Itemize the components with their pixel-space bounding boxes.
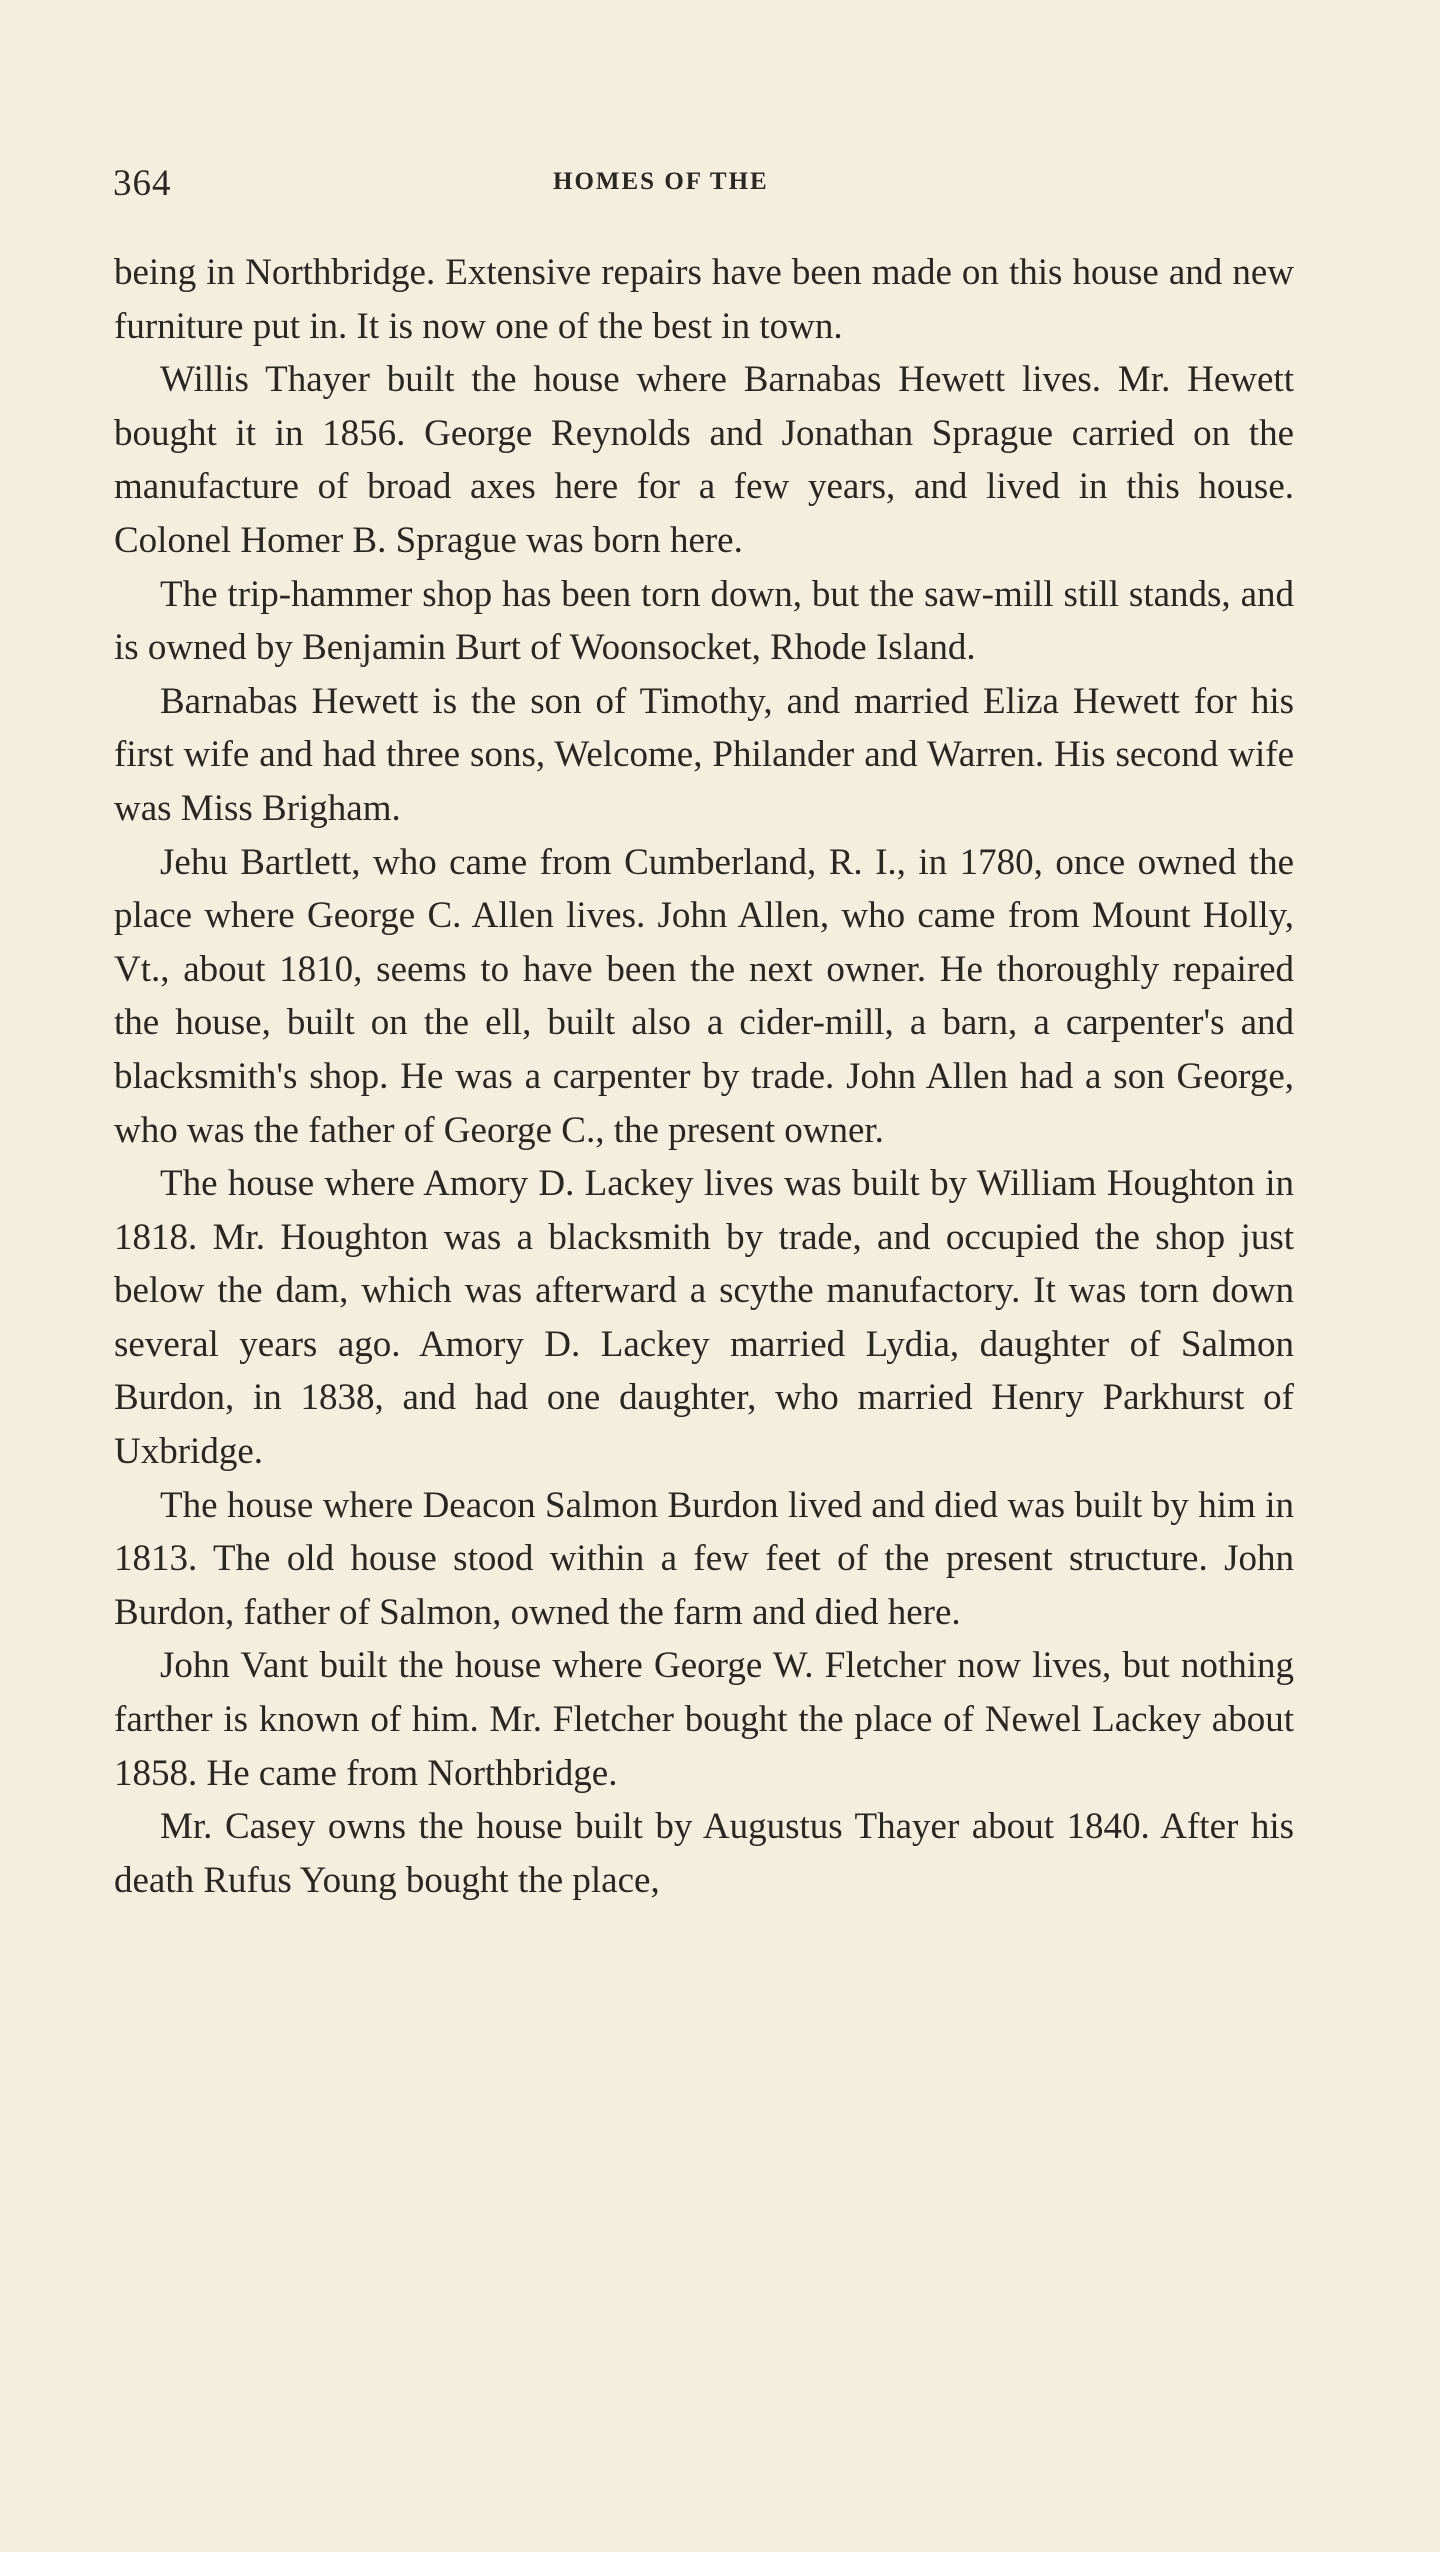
paragraph-1: being in Northbridge. Extensive repairs have been made on this house and new furniture put in. It is now one of the best in town.: [114, 252, 1294, 347]
body-text: [114, 246, 1294, 1907]
running-head: [113, 162, 1303, 202]
page-number: 364: [113, 163, 172, 204]
paragraph-6: The house where Amory D. Lackey lives was built by William Houghton in 1818. Mr. Houghton was a blacksmith by trade, and occupied the shop just below the dam, which was afterward a scythe manufactory. It was torn down several years ago. Amory D. Lackey married Lydia, daughter of Salmon Burdon, in 1838, and had one daughter, who married Henry Parkhurst of Uxbridge.: [114, 1163, 1294, 1473]
paragraph-4: Barnabas Hewett is the son of Timothy, and married Eliza Hewett for his first wife and had three sons, Welcome, Philander and Warren. His second wife was Miss Brigham.: [114, 680, 1294, 829]
paragraph-5: Jehu Bartlett, who came from Cumberland, R. I., in 1780, once owned the place where George C. Allen lives. John Allen, who came from Mount Holly, Vt., about 1810, seems to have been the next owner. He thoroughly repaired the house, built on the ell, built also a cider-mill, a barn, a carpenter's and blacksmith's shop. He was a carpenter by trade. John Allen had a son George, who was the father of George C., the present owner.: [114, 841, 1294, 1151]
paragraph-3: The trip-hammer shop has been torn down, but the saw-mill still stands, and is owned by Benjamin Burt of Woonsocket, Rhode Island.: [114, 573, 1294, 669]
paragraph-9: Mr. Casey owns the house built by Augustus Thayer about 1840. After his death Rufus Young bought the place,: [114, 1806, 1294, 1901]
paragraph-2: Willis Thayer built the house where Barnabas Hewett lives. Mr. Hewett bought it in 1856. George Reynolds and Jonathan Sprague carried on the manufacture of broad axes here for a few years, and lived in this house. Colonel Homer B. Sprague was born here.: [114, 359, 1294, 561]
paragraph-7: The house where Deacon Salmon Burdon lived and died was built by him in 1813. The old house stood within a few feet of the present structure. John Burdon, father of Salmon, owned the farm and died here.: [114, 1484, 1294, 1633]
running-title: HOMES OF THE: [553, 168, 769, 195]
paragraph-8: John Vant built the house where George W. Fletcher now lives, but nothing farther is known of him. Mr. Fletcher bought the place of Newel Lackey about 1858. He came from Northbridge.: [114, 1645, 1294, 1794]
